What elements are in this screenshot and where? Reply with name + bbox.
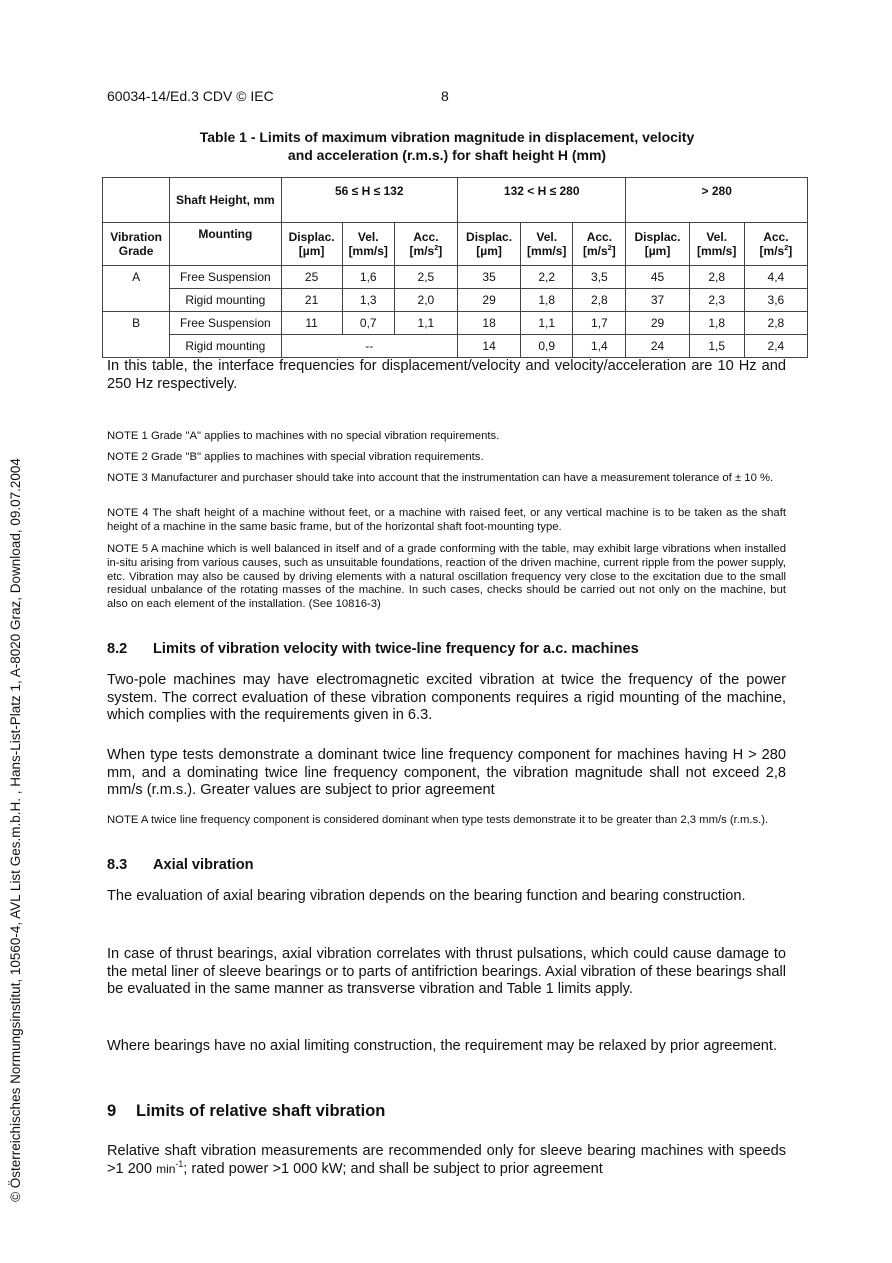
value-cell: 14 [457,335,520,358]
shaft-height-header: Shaft Height, mm [170,178,281,223]
value-cell: 4,4 [744,266,807,289]
section-8-2-heading [107,641,639,657]
value-cell: 3,6 [744,289,807,312]
table-caption-line-1: Table 1 - Limits of maximum vibration magnitude in displacement, velocity [199,129,695,145]
value-cell: 2,3 [689,289,744,312]
value-cell: 29 [457,289,520,312]
acc-close: ] [611,244,616,258]
acceleration-header [744,223,807,266]
range-header-2: 132 < H ≤ 280 [457,178,625,223]
displacement-header: Displac. [µm] [281,223,342,266]
document-header: 60034-14/Ed.3 CDV © IEC [107,88,274,104]
value-cell: 11 [281,312,342,335]
acc-label: Acc. [763,230,789,244]
acc-label: Acc. [413,230,439,244]
section-8-2-paragraph-1: Two-pole machines may have electromagnetic excited vibration at twice the frequency of the power system. The correct evaluation of these vibration components requires a rigid mounting of the machine, which complies with the requirements given in 6.3. [107,672,786,723]
mounting-header: Mounting [170,223,281,266]
table-row [103,335,808,358]
interface-frequency-paragraph: In this table, the interface frequencies for displacement/velocity and velocity/acceleration are 10 Hz and 250 Hz respectively. [107,358,786,392]
copyright-stamp: © Österreichisches Normungsinstitut, 10560-4, AVL List Ges.m.b.H. , Hans-List-Platz 1, A-8020 Graz, Download, 09.07.2004 [8,458,23,1202]
value-cell: 1,1 [521,312,573,335]
acc-exp: 2 [784,243,789,252]
value-cell: 45 [626,266,689,289]
value-cell: 0,7 [342,312,394,335]
section-9-heading [107,1102,385,1121]
displacement-header: Displac. [µm] [626,223,689,266]
note-4: NOTE 4 The shaft height of a machine without feet, or a machine with raised feet, or any vertical machine is to be taken as the shaft height of a machine in the same basic frame, but of the horizontal shaft foot-mounting type. [107,507,786,533]
table-header-row-1 [103,178,808,223]
value-cell: 3,5 [573,266,626,289]
value-cell: 0,9 [521,335,573,358]
section-8-2-paragraph-2: When type tests demonstrate a dominant twice line frequency component for machines having H > 280 mm, and a dominating twice line frequency component, the vibration magnitude shall not exceed 2,8 mm/s (r.m.s.). Greater values are subject to prior agreement [107,747,786,798]
acceleration-header [573,223,626,266]
table-row [103,266,808,289]
section-title: Limits of vibration velocity with twice-line frequency for a.c. machines [153,641,639,657]
value-cell: 1,4 [573,335,626,358]
value-cell-merged: -- [281,335,457,358]
section-9-paragraph-1 [107,1143,786,1178]
value-cell: 35 [457,266,520,289]
mounting-cell: Free Suspension [170,266,281,289]
table-row [103,289,808,312]
acc-label: Acc. [586,230,613,244]
value-cell: 24 [626,335,689,358]
value-cell: 1,6 [342,266,394,289]
empty-cell [103,178,170,223]
paragraph-text: Relative shaft vibration measurements are recommended only for sleeve bearing machines with speeds >1 200 [107,1143,786,1177]
value-cell: 2,5 [394,266,457,289]
table-row [103,312,808,335]
value-cell: 2,0 [394,289,457,312]
acc-exp: 2 [607,243,612,252]
value-cell: 1,8 [521,289,573,312]
value-cell: 37 [626,289,689,312]
value-cell: 29 [626,312,689,335]
section-8-3-heading [107,857,254,873]
acc-close: ] [788,244,793,258]
mounting-cell: Free Suspension [170,312,281,335]
value-cell: 2,2 [521,266,573,289]
section-8-2-note: NOTE A twice line frequency component is considered dominant when type tests demonstrate it to be greater than 2,3 mm/s (r.m.s.). [107,814,769,826]
velocity-header: Vel. [mm/s] [521,223,573,266]
acc-close: ] [438,244,443,258]
table-caption-line-2: and acceleration (r.m.s.) for shaft height H (mm) [287,147,607,163]
displacement-header: Displac. [µm] [457,223,520,266]
velocity-header: Vel. [mm/s] [689,223,744,266]
value-cell: 1,8 [689,312,744,335]
section-title: Limits of relative shaft vibration [136,1102,386,1120]
grade-cell: A [103,266,170,312]
value-cell: 18 [457,312,520,335]
mounting-cell: Rigid mounting [170,289,281,312]
table-header-row-2 [103,223,808,266]
section-8-3-paragraph-1: The evaluation of axial bearing vibration depends on the bearing function and bearing construction. [107,888,746,904]
note-1: NOTE 1 Grade "A" applies to machines with no special vibration requirements. [107,430,500,442]
value-cell: 1,7 [573,312,626,335]
note-5: NOTE 5 A machine which is well balanced in itself and of a grade conforming with the table, may exhibit large vibrations when installed in-situ arising from various causes, such as unsuitable foundations, reaction of the driven machine, current ripple from the power supply, etc. Vibration may also be caused by driving elements with a natural oscillation frequency very close to the excitation due to the small residual unbalance of the rotating masses of the machine. In such cases, checks should be carried out not only on the machine, but also on each element of the installation. (See 10816-3) [107,543,786,611]
mounting-cell: Rigid mounting [170,335,281,358]
value-cell: 2,4 [744,335,807,358]
section-number: 8.2 [107,641,128,657]
value-cell: 1,1 [394,312,457,335]
value-cell: 2,8 [573,289,626,312]
section-8-3-paragraph-3: Where bearings have no axial limiting construction, the requirement may be relaxed by prior agreement. [107,1038,778,1054]
value-cell: 1,3 [342,289,394,312]
note-3: NOTE 3 Manufacturer and purchaser should take into account that the instrumentation can have a measurement tolerance of ± 10 %. [107,472,774,484]
grade-cell: B [103,312,170,358]
value-cell: 21 [281,289,342,312]
value-cell: 2,8 [689,266,744,289]
section-title: Axial vibration [153,857,254,873]
acceleration-header [394,223,457,266]
unit-text: min [156,1161,176,1176]
acc-exp: 2 [434,243,439,252]
value-cell: 2,8 [744,312,807,335]
value-cell: 1,5 [689,335,744,358]
section-number: 9 [107,1102,117,1120]
acc-unit: [m/s [583,244,608,258]
velocity-header: Vel. [mm/s] [342,223,394,266]
note-2: NOTE 2 Grade "B" applies to machines with special vibration requirements. [107,451,484,463]
acc-unit: [m/s [759,244,785,258]
range-header-3: > 280 [626,178,808,223]
vibration-grade-header: Vibration Grade [103,223,170,266]
section-number: 8.3 [107,857,128,873]
unit-exponent: -1 [175,1158,184,1169]
range-header-1: 56 ≤ H ≤ 132 [281,178,457,223]
paragraph-text: ; rated power >1 000 kW; and shall be subject to prior agreement [183,1160,603,1177]
vibration-limits-table [102,177,808,358]
page-number: 8 [441,88,449,104]
value-cell: 25 [281,266,342,289]
section-8-3-paragraph-2: In case of thrust bearings, axial vibration correlates with thrust pulsations, which could cause damage to the metal liner of sleeve bearings or to parts of antifriction bearings. Axial vibration of these bearings shall be evaluated in the same manner as transverse vibration and Table 1 limits apply. [107,946,786,997]
acc-unit: [m/s [409,244,435,258]
table-caption [107,128,787,164]
